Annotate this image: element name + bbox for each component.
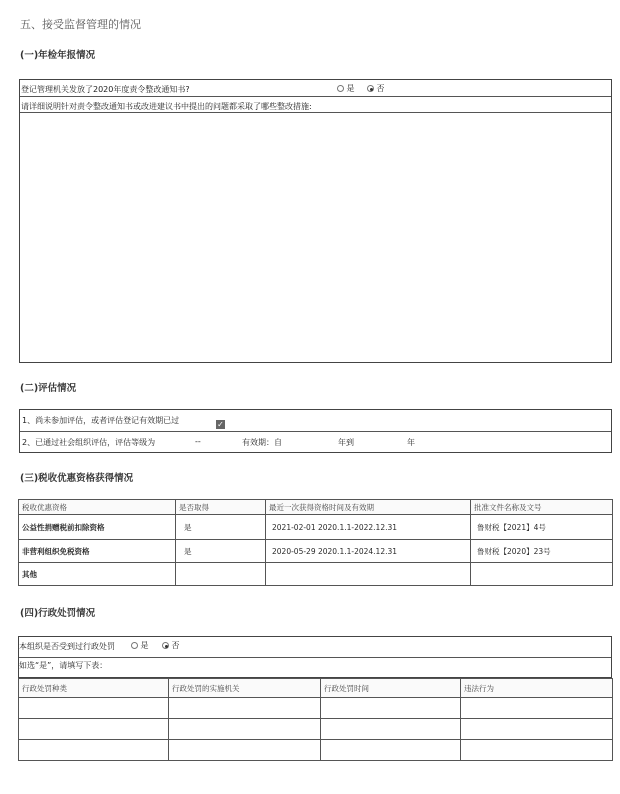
tax-col-header: 是否取得 [176,500,266,515]
tax-cell-name: 公益性捐赠税前扣除资格 [19,515,176,540]
evaluation-year-end: 年 [407,438,415,447]
tax-cell-obtained[interactable] [176,563,266,586]
penalty-q-label: 本组织是否受到过行政处罚 [19,642,115,651]
tax-heading: (三)税收优惠资格获得情况 [20,473,134,484]
penalty-cell[interactable] [321,698,461,719]
annual-q1-label: 登记管理机关发放了2020年度责令整改通知书? [21,85,190,94]
penalty-table-header [19,679,613,698]
tax-col-header: 批准文件名称及文号 [471,500,613,515]
section-title: 五、接受监督管理的情况 [20,18,141,31]
penalty-cell[interactable] [169,719,321,740]
penalty-cell[interactable] [169,698,321,719]
annual-heading: (一)年检年报情况 [20,50,96,61]
table-row [19,515,613,540]
penalty-cell[interactable] [169,740,321,761]
tax-cell-date[interactable]: 2021-02-01 2020.1.1-2022.12.31 [266,515,471,540]
penalty-col-header: 行政处罚种类 [19,679,169,698]
annual-q2-answer[interactable] [22,115,608,359]
tax-cell-doc[interactable]: 鲁财税【2020】23号 [471,540,613,563]
evaluation-level[interactable]: -- [195,437,201,446]
penalty-cell[interactable] [19,719,169,740]
annual-no-label: 否 [376,84,385,93]
tax-cell-obtained[interactable]: 是 [176,515,266,540]
penalty-col-header: 行政处罚的实施机关 [169,679,321,698]
tax-table [18,499,613,586]
penalty-cell[interactable] [461,719,613,740]
penalty-no-label: 否 [171,641,180,650]
penalty-yes-option[interactable] [131,640,149,651]
evaluation-heading: (二)评估情况 [20,383,77,394]
tax-cell-doc[interactable] [471,563,613,586]
penalty-table [18,678,613,761]
tax-col-header: 最近一次获得资格时间及有效期 [266,500,471,515]
table-row [19,719,613,740]
penalty-cell[interactable] [321,740,461,761]
penalty-no-radio[interactable] [162,642,169,649]
evaluation-row2-label: 2、已通过社会组织评估，评估等级为 [22,438,156,447]
annual-yes-option[interactable] [337,83,355,94]
annual-yes-radio[interactable] [337,85,344,92]
tax-cell-date[interactable]: 2020-05-29 2020.1.1-2024.12.31 [266,540,471,563]
table-row [19,540,613,563]
tax-cell-doc[interactable]: 鲁财税【2021】4号 [471,515,613,540]
penalty-col-header: 行政处罚时间 [321,679,461,698]
penalty-yes-label: 是 [140,641,149,650]
tax-cell-name: 非营利组织免税资格 [19,540,176,563]
tax-cell-obtained[interactable]: 是 [176,540,266,563]
penalty-cell[interactable] [19,698,169,719]
check-icon: ✓ [217,420,224,429]
annual-no-option[interactable] [367,83,385,94]
tax-cell-date[interactable] [266,563,471,586]
penalty-cell[interactable] [461,698,613,719]
evaluation-valid-label: 有效期：自 [242,438,282,447]
annual-no-radio[interactable] [367,85,374,92]
penalty-col-header: 违法行为 [461,679,613,698]
tax-col-header: 税收优惠资格 [19,500,176,515]
table-row [19,740,613,761]
evaluation-year-to: 年到 [338,438,354,447]
penalty-yes-radio[interactable] [131,642,138,649]
table-row [19,563,613,586]
penalty-cell[interactable] [321,719,461,740]
penalty-heading: (四)行政处罚情况 [20,608,96,619]
table-row [19,698,613,719]
tax-table-header [19,500,613,515]
tax-cell-name: 其他 [19,563,176,586]
evaluation-row1-label: 1、尚未参加评估，或者评估登记有效期已过 [22,416,180,425]
penalty-note: 如选“是”，请填写下表： [19,661,108,670]
penalty-cell[interactable] [461,740,613,761]
annual-q2-label: 请详细说明针对责令整改通知书或改进建议书中提出的问题都采取了哪些整改措施: [21,102,312,111]
annual-yes-label: 是 [346,84,355,93]
evaluation-row1-checkbox[interactable] [216,414,225,433]
penalty-no-option[interactable] [162,640,180,651]
penalty-cell[interactable] [19,740,169,761]
